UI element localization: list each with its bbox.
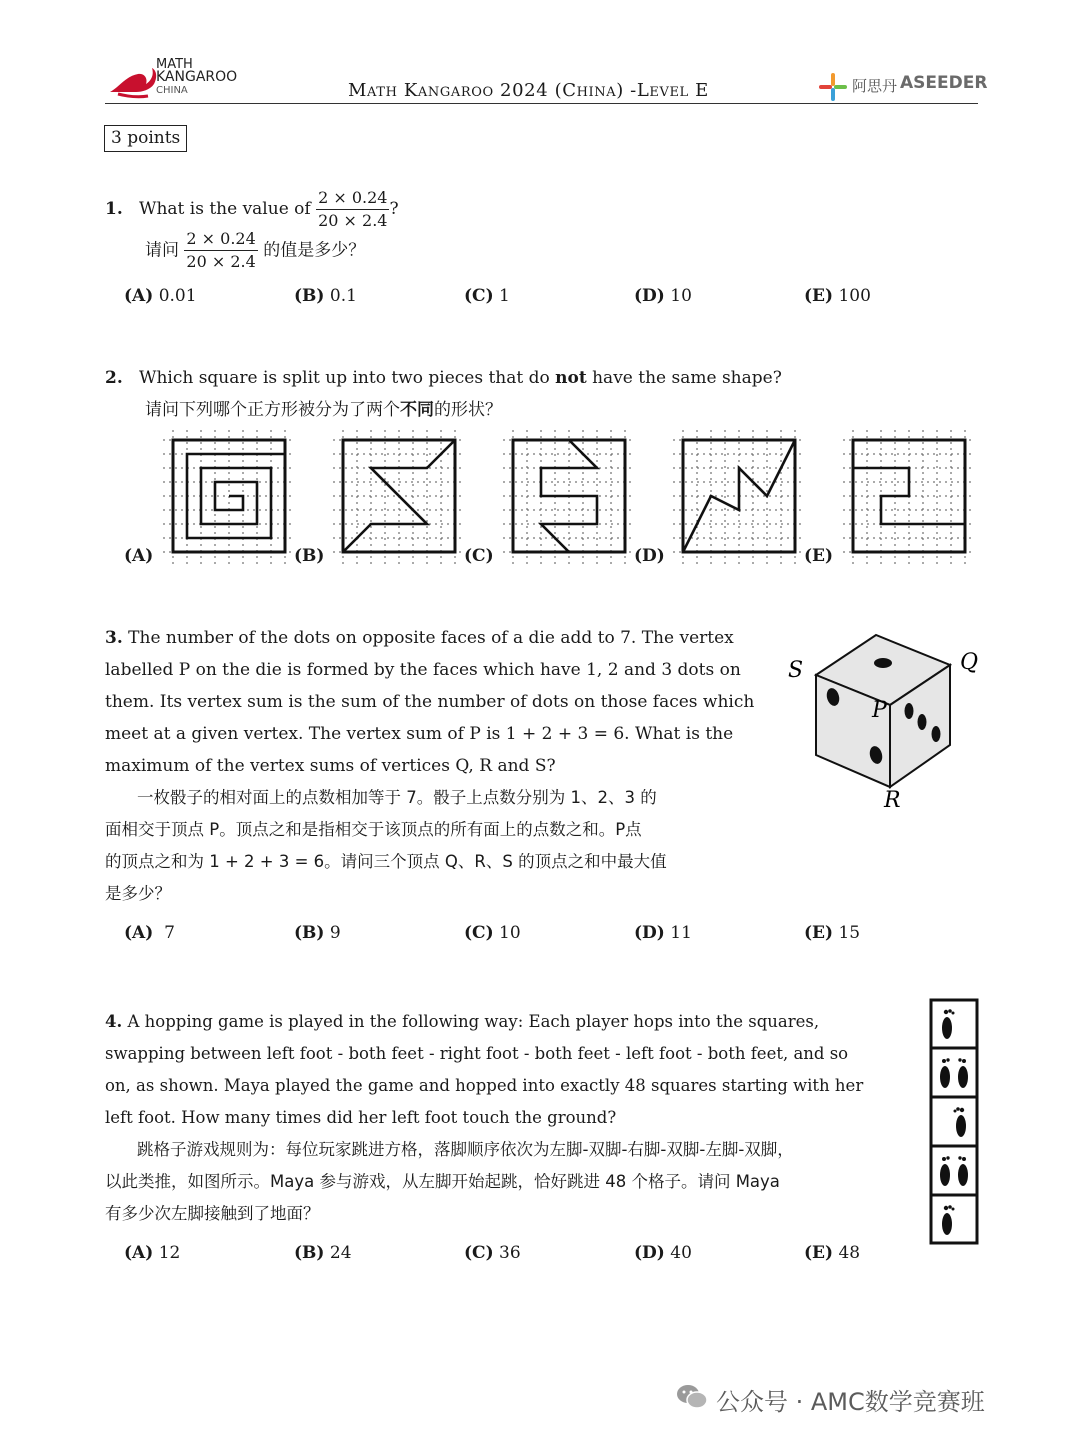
q3-option-e[interactable] — [804, 923, 860, 943]
q2-text-bold: not — [555, 368, 587, 388]
q3-en-line: them. Its vertex sum is the sum of the number of dots on those faces which — [105, 692, 755, 712]
aseeder-cn: 阿思丹 — [852, 77, 898, 95]
q1-frac-numerator-cn: 2 × 0.24 — [184, 228, 257, 251]
q3-en-line — [105, 622, 757, 654]
option-text: 12 — [158, 1243, 181, 1263]
q2-text-after: have the same shape? — [592, 368, 782, 388]
die-dot — [918, 714, 927, 730]
option-text: 100 — [838, 286, 871, 306]
die-dot — [905, 703, 914, 719]
page-header-title: Math Kangaroo 2024 (China) -Level E — [348, 80, 709, 101]
q2-option-e[interactable] — [804, 546, 833, 566]
q3-stem-cn — [105, 782, 765, 910]
q3-cn-line: 一枚骰子的相对面上的点数相加等于 7。骰子上点数分别为 1、2、3 的 — [137, 788, 657, 807]
q3-stem-en — [105, 622, 757, 782]
section-points-label: 3 points — [104, 125, 187, 152]
logo-kangaroo: KANGAROO — [156, 69, 238, 85]
q2-figure-b[interactable] — [333, 430, 465, 564]
q4-option-d[interactable] — [634, 1243, 692, 1263]
option-label: (B) — [294, 546, 325, 566]
q3-option-d[interactable] — [634, 923, 692, 943]
q3-en-line-text: The number of the dots on opposite faces of a die add to 7. The vertex — [128, 628, 734, 648]
q4-option-a[interactable] — [124, 1243, 180, 1263]
q1-frac-denominator: 20 × 2.4 — [318, 211, 388, 230]
option-text: 0.1 — [329, 286, 357, 306]
q2-cn-bold: 不同 — [400, 400, 434, 420]
die-dot — [874, 658, 892, 668]
aseeder-star-icon — [818, 72, 848, 102]
q4-number: 4. — [105, 1012, 123, 1031]
option-text: 9 — [329, 923, 341, 943]
option-label: (C) — [464, 546, 494, 566]
option-text: 0.01 — [158, 286, 197, 306]
q4-en-line: left foot. How many times did her left foot touch the ground? — [105, 1108, 617, 1127]
die-label-p: P — [872, 698, 887, 723]
option-label: (D) — [634, 286, 665, 306]
q2-option-c[interactable] — [464, 546, 494, 566]
option-label: (D) — [634, 923, 665, 943]
q2-option-b[interactable] — [294, 546, 324, 566]
option-text: 15 — [838, 923, 861, 943]
q4-stem-en — [105, 1006, 898, 1134]
option-label: (C) — [464, 1243, 494, 1263]
q2-figure-e[interactable] — [843, 430, 975, 564]
q3-cn-line: 是多少？ — [105, 884, 171, 903]
q1-prefix-cn: 请问 — [145, 240, 179, 261]
q4-stem-cn — [105, 1134, 905, 1230]
q3-option-a[interactable] — [124, 923, 175, 943]
header-divider — [105, 103, 978, 104]
q1-option-b[interactable] — [294, 286, 357, 306]
option-label: (E) — [804, 286, 834, 306]
option-text: 10 — [499, 923, 521, 943]
q2-stem-en — [105, 362, 782, 394]
q4-option-c[interactable] — [464, 1243, 521, 1263]
q2-stem-cn — [145, 394, 502, 426]
q1-option-c[interactable] — [464, 286, 510, 306]
option-text: 1 — [499, 286, 510, 306]
option-label: (D) — [634, 546, 665, 566]
q2-figure-a[interactable] — [163, 430, 295, 564]
option-text: 10 — [670, 286, 692, 306]
q1-suffix-cn: 的值是多少？ — [263, 240, 366, 261]
q4-en-line — [105, 1006, 898, 1038]
q3-en-line: maximum of the vertex sums of vertices Q, R and S? — [105, 756, 556, 776]
q2-option-a[interactable] — [124, 546, 153, 566]
q2-figure-c[interactable] — [503, 430, 635, 564]
die-dot — [932, 726, 941, 742]
watermark-text: 公众号 · AMC数学竞赛班 — [716, 1388, 985, 1416]
q4-en-line: on, as shown. Maya played the game and hopped into exactly 48 squares starting with her — [105, 1076, 864, 1095]
q1-fraction-cn — [184, 228, 257, 273]
q2-number: 2. — [105, 368, 123, 388]
logo-china: CHINA — [156, 85, 188, 96]
q4-cn-line: 跳格子游戏规则为：每位玩家跳进方格，落脚顺序依次为左脚-双脚-右脚-双脚-左脚-双脚， — [137, 1140, 794, 1159]
option-text: 40 — [670, 1243, 692, 1263]
q1-stem-en — [105, 187, 399, 232]
option-text: 11 — [670, 923, 692, 943]
option-label: (B) — [294, 923, 325, 943]
die-label-q: Q — [960, 650, 979, 675]
die-label-s: S — [788, 658, 804, 683]
q3-en-line: meet at a given vertex. The vertex sum of P is 1 + 2 + 3 = 6. What is the — [105, 724, 734, 744]
aseeder-logo — [818, 72, 988, 102]
option-label: (C) — [464, 286, 494, 306]
q1-number: 1. — [105, 199, 123, 219]
q1-option-e[interactable] — [804, 286, 871, 306]
q2-figure-d[interactable] — [673, 430, 805, 564]
option-text: 24 — [329, 1243, 352, 1263]
option-label: (E) — [804, 923, 834, 943]
q3-cn-line: 的顶点之和为 1 + 2 + 3 = 6。请问三个顶点 Q、R、S 的顶点之和中最大值 — [105, 852, 667, 871]
q1-fraction — [316, 187, 389, 232]
wechat-icon — [676, 1382, 708, 1412]
q1-suffix-en: ? — [389, 199, 399, 219]
q1-prefix-en: What is the value of — [138, 199, 311, 219]
option-text: 36 — [499, 1243, 521, 1263]
q2-option-d[interactable] — [634, 546, 665, 566]
q3-en-line: labelled P on the die is formed by the faces which have 1, 2 and 3 dots on — [105, 660, 741, 680]
option-label: (A) — [124, 546, 154, 566]
wechat-watermark — [676, 1378, 1056, 1418]
q3-die-figure — [780, 625, 980, 820]
q1-frac-numerator: 2 × 0.24 — [316, 187, 389, 210]
option-label: (A) — [124, 1243, 154, 1263]
q4-cn-line: 以此类推，如图所示。Maya 参与游戏，从左脚开始起跳，恰好跳进 48 个格子。请问 Maya — [105, 1172, 780, 1191]
q1-frac-denominator-cn: 20 × 2.4 — [186, 252, 256, 271]
q2-cn-after: 的形状？ — [434, 400, 502, 420]
q4-en-line: swapping between left foot - both feet - right foot - both feet - left foot - both feet, and so — [105, 1044, 849, 1063]
q2-cn-before: 请问下列哪个正方形被分为了两个 — [145, 400, 400, 420]
q3-option-c[interactable] — [464, 923, 521, 943]
logo-math: MATH — [156, 57, 193, 72]
option-label: (B) — [294, 286, 325, 306]
die-label-r: R — [884, 788, 901, 813]
q4-option-b[interactable] — [294, 1243, 352, 1263]
option-label: (A) — [124, 923, 154, 943]
option-label: (A) — [124, 286, 154, 306]
option-label: (D) — [634, 1243, 665, 1263]
math-kangaroo-logo — [108, 58, 248, 100]
q1-option-a[interactable] — [124, 286, 197, 306]
option-text: 48 — [838, 1243, 861, 1263]
q4-option-e[interactable] — [804, 1243, 860, 1263]
q1-stem-cn — [145, 228, 365, 273]
q4-cn-line: 有多少次左脚接触到了地面？ — [105, 1204, 320, 1223]
q3-cn-line: 面相交于顶点 P。顶点之和是指相交于该顶点的所有面上的点数之和。P点 — [105, 820, 642, 839]
option-label: (E) — [804, 1243, 834, 1263]
q2-text-before: Which square is split up into two pieces that do — [138, 368, 550, 388]
q4-hopscotch-figure — [928, 997, 982, 1249]
option-text: 7 — [164, 923, 175, 943]
option-label: (C) — [464, 923, 494, 943]
q4-en-line-text: A hopping game is played in the following way: Each player hops into the squares, — [127, 1012, 820, 1031]
option-label: (E) — [804, 546, 834, 566]
aseeder-en: ASEEDER — [900, 73, 988, 93]
option-label: (B) — [294, 1243, 325, 1263]
q3-number: 3. — [105, 628, 123, 648]
q1-option-d[interactable] — [634, 286, 692, 306]
q3-option-b[interactable] — [294, 923, 341, 943]
q2-figures — [120, 428, 980, 573]
